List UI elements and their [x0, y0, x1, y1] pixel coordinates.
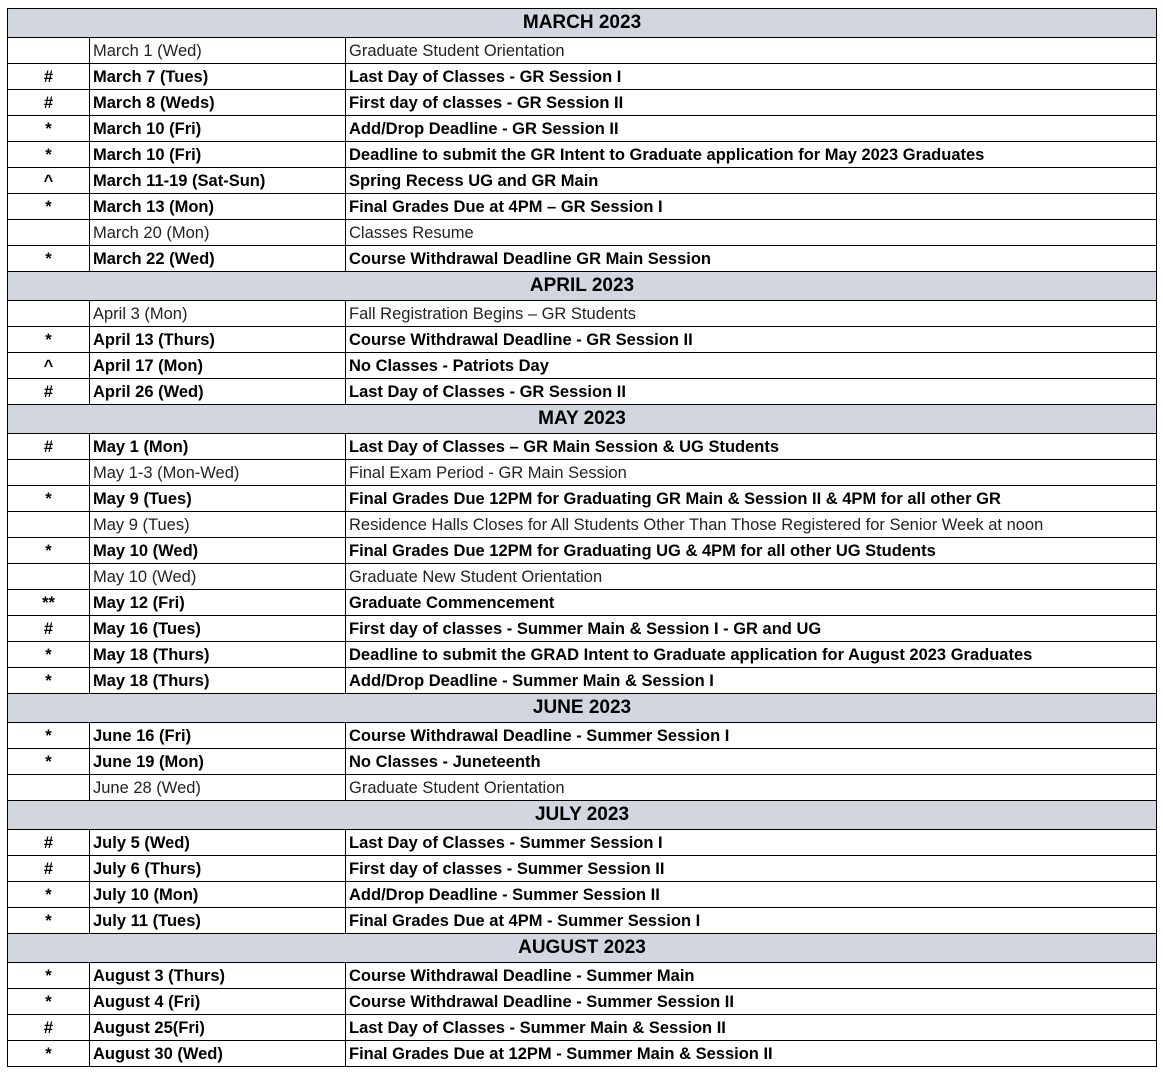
date-cell: May 12 (Fri)	[90, 590, 346, 616]
month-header: MARCH 2023	[8, 9, 1157, 38]
date-cell: March 13 (Mon)	[90, 194, 346, 220]
date-cell: May 18 (Thurs)	[90, 668, 346, 694]
event-cell: Add/Drop Deadline - Summer Session II	[346, 882, 1157, 908]
date-cell: July 5 (Wed)	[90, 830, 346, 856]
event-cell: Course Withdrawal Deadline - Summer Main	[346, 963, 1157, 989]
marker-cell: *	[8, 963, 90, 989]
calendar-row	[8, 723, 1157, 749]
marker-cell: #	[8, 64, 90, 90]
date-cell: March 8 (Weds)	[90, 90, 346, 116]
calendar-row	[8, 830, 1157, 856]
calendar-row	[8, 38, 1157, 64]
marker-cell: *	[8, 668, 90, 694]
date-cell: March 22 (Wed)	[90, 246, 346, 272]
calendar-row	[8, 116, 1157, 142]
marker-cell	[8, 775, 90, 801]
date-cell: May 1-3 (Mon-Wed)	[90, 460, 346, 486]
event-cell: Graduate Commencement	[346, 590, 1157, 616]
calendar-row	[8, 989, 1157, 1015]
date-cell: May 16 (Tues)	[90, 616, 346, 642]
calendar-row	[8, 246, 1157, 272]
marker-cell: #	[8, 616, 90, 642]
marker-cell	[8, 460, 90, 486]
date-cell: July 6 (Thurs)	[90, 856, 346, 882]
date-cell: June 19 (Mon)	[90, 749, 346, 775]
calendar-row	[8, 168, 1157, 194]
date-cell: August 3 (Thurs)	[90, 963, 346, 989]
event-cell: Graduate Student Orientation	[346, 775, 1157, 801]
calendar-row	[8, 564, 1157, 590]
calendar-row	[8, 353, 1157, 379]
marker-cell: #	[8, 434, 90, 460]
calendar-row	[8, 616, 1157, 642]
marker-cell: *	[8, 327, 90, 353]
calendar-row	[8, 194, 1157, 220]
event-cell: Course Withdrawal Deadline - Summer Session I	[346, 723, 1157, 749]
marker-cell: *	[8, 194, 90, 220]
event-cell: Last Day of Classes – GR Main Session & UG Students	[346, 434, 1157, 460]
date-cell: May 9 (Tues)	[90, 486, 346, 512]
calendar-row	[8, 668, 1157, 694]
date-cell: May 1 (Mon)	[90, 434, 346, 460]
marker-cell: #	[8, 379, 90, 405]
event-cell: Last Day of Classes - Summer Main & Session II	[346, 1015, 1157, 1041]
marker-cell: *	[8, 538, 90, 564]
calendar-row	[8, 908, 1157, 934]
marker-cell: *	[8, 246, 90, 272]
event-cell: Spring Recess UG and GR Main	[346, 168, 1157, 194]
date-cell: May 10 (Wed)	[90, 538, 346, 564]
marker-cell: **	[8, 590, 90, 616]
calendar-row	[8, 856, 1157, 882]
marker-cell	[8, 512, 90, 538]
event-cell: Add/Drop Deadline - Summer Main & Session I	[346, 668, 1157, 694]
event-cell: Deadline to submit the GRAD Intent to Graduate application for August 2023 Graduates	[346, 642, 1157, 668]
marker-cell: #	[8, 90, 90, 116]
event-cell: Final Grades Due at 12PM - Summer Main & Session II	[346, 1041, 1157, 1067]
month-header-row	[8, 272, 1157, 301]
marker-cell: #	[8, 856, 90, 882]
event-cell: Final Grades Due 12PM for Graduating GR Main & Session II & 4PM for all other GR	[346, 486, 1157, 512]
date-cell: March 1 (Wed)	[90, 38, 346, 64]
calendar-row	[8, 512, 1157, 538]
marker-cell: *	[8, 723, 90, 749]
date-cell: August 4 (Fri)	[90, 989, 346, 1015]
event-cell: Last Day of Classes - GR Session II	[346, 379, 1157, 405]
date-cell: May 9 (Tues)	[90, 512, 346, 538]
calendar-row	[8, 434, 1157, 460]
calendar-row	[8, 460, 1157, 486]
month-header: MAY 2023	[8, 405, 1157, 434]
marker-cell: #	[8, 830, 90, 856]
event-cell: Course Withdrawal Deadline GR Main Session	[346, 246, 1157, 272]
event-cell: Course Withdrawal Deadline - GR Session II	[346, 327, 1157, 353]
date-cell: April 17 (Mon)	[90, 353, 346, 379]
month-header-row	[8, 801, 1157, 830]
month-header-row	[8, 9, 1157, 38]
marker-cell: ^	[8, 353, 90, 379]
calendar-row	[8, 379, 1157, 405]
marker-cell: *	[8, 116, 90, 142]
marker-cell: *	[8, 989, 90, 1015]
calendar-body	[8, 9, 1157, 1067]
month-header: APRIL 2023	[8, 272, 1157, 301]
calendar-row	[8, 538, 1157, 564]
date-cell: April 3 (Mon)	[90, 301, 346, 327]
date-cell: April 26 (Wed)	[90, 379, 346, 405]
calendar-row	[8, 963, 1157, 989]
calendar-row	[8, 64, 1157, 90]
marker-cell: *	[8, 142, 90, 168]
marker-cell: *	[8, 908, 90, 934]
calendar-row	[8, 775, 1157, 801]
event-cell: Classes Resume	[346, 220, 1157, 246]
marker-cell	[8, 220, 90, 246]
marker-cell: ^	[8, 168, 90, 194]
calendar-row	[8, 327, 1157, 353]
calendar-row	[8, 749, 1157, 775]
event-cell: Final Grades Due 12PM for Graduating UG & 4PM for all other UG Students	[346, 538, 1157, 564]
date-cell: July 11 (Tues)	[90, 908, 346, 934]
event-cell: Last Day of Classes - Summer Session I	[346, 830, 1157, 856]
marker-cell: *	[8, 1041, 90, 1067]
event-cell: Final Exam Period - GR Main Session	[346, 460, 1157, 486]
calendar-row	[8, 301, 1157, 327]
marker-cell: *	[8, 642, 90, 668]
calendar-row	[8, 590, 1157, 616]
event-cell: Fall Registration Begins – GR Students	[346, 301, 1157, 327]
event-cell: No Classes - Patriots Day	[346, 353, 1157, 379]
calendar-row	[8, 1015, 1157, 1041]
marker-cell	[8, 564, 90, 590]
calendar-row	[8, 882, 1157, 908]
event-cell: Course Withdrawal Deadline - Summer Session II	[346, 989, 1157, 1015]
event-cell: Graduate New Student Orientation	[346, 564, 1157, 590]
month-header: JUNE 2023	[8, 694, 1157, 723]
event-cell: Final Grades Due at 4PM - Summer Session I	[346, 908, 1157, 934]
date-cell: August 30 (Wed)	[90, 1041, 346, 1067]
event-cell: First day of classes - GR Session II	[346, 90, 1157, 116]
calendar-row	[8, 90, 1157, 116]
event-cell: Graduate Student Orientation	[346, 38, 1157, 64]
marker-cell	[8, 38, 90, 64]
date-cell: March 7 (Tues)	[90, 64, 346, 90]
date-cell: April 13 (Thurs)	[90, 327, 346, 353]
calendar-row	[8, 486, 1157, 512]
date-cell: July 10 (Mon)	[90, 882, 346, 908]
event-cell: Last Day of Classes - GR Session I	[346, 64, 1157, 90]
date-cell: March 20 (Mon)	[90, 220, 346, 246]
date-cell: August 25(Fri)	[90, 1015, 346, 1041]
month-header: JULY 2023	[8, 801, 1157, 830]
date-cell: March 10 (Fri)	[90, 142, 346, 168]
month-header-row	[8, 934, 1157, 963]
marker-cell	[8, 301, 90, 327]
academic-calendar-table	[7, 8, 1157, 1067]
month-header: AUGUST 2023	[8, 934, 1157, 963]
date-cell: June 16 (Fri)	[90, 723, 346, 749]
event-cell: Final Grades Due at 4PM – GR Session I	[346, 194, 1157, 220]
marker-cell: *	[8, 749, 90, 775]
calendar-row	[8, 1041, 1157, 1067]
date-cell: May 18 (Thurs)	[90, 642, 346, 668]
calendar-row	[8, 642, 1157, 668]
date-cell: March 10 (Fri)	[90, 116, 346, 142]
month-header-row	[8, 405, 1157, 434]
calendar-row	[8, 142, 1157, 168]
event-cell: Deadline to submit the GR Intent to Graduate application for May 2023 Graduates	[346, 142, 1157, 168]
date-cell: May 10 (Wed)	[90, 564, 346, 590]
month-header-row	[8, 694, 1157, 723]
date-cell: March 11-19 (Sat-Sun)	[90, 168, 346, 194]
marker-cell: *	[8, 486, 90, 512]
marker-cell: *	[8, 882, 90, 908]
event-cell: First day of classes - Summer Session II	[346, 856, 1157, 882]
event-cell: Add/Drop Deadline - GR Session II	[346, 116, 1157, 142]
marker-cell: #	[8, 1015, 90, 1041]
event-cell: Residence Halls Closes for All Students Other Than Those Registered for Senior Week at noon	[346, 512, 1157, 538]
event-cell: No Classes - Juneteenth	[346, 749, 1157, 775]
calendar-row	[8, 220, 1157, 246]
date-cell: June 28 (Wed)	[90, 775, 346, 801]
event-cell: First day of classes - Summer Main & Session I - GR and UG	[346, 616, 1157, 642]
